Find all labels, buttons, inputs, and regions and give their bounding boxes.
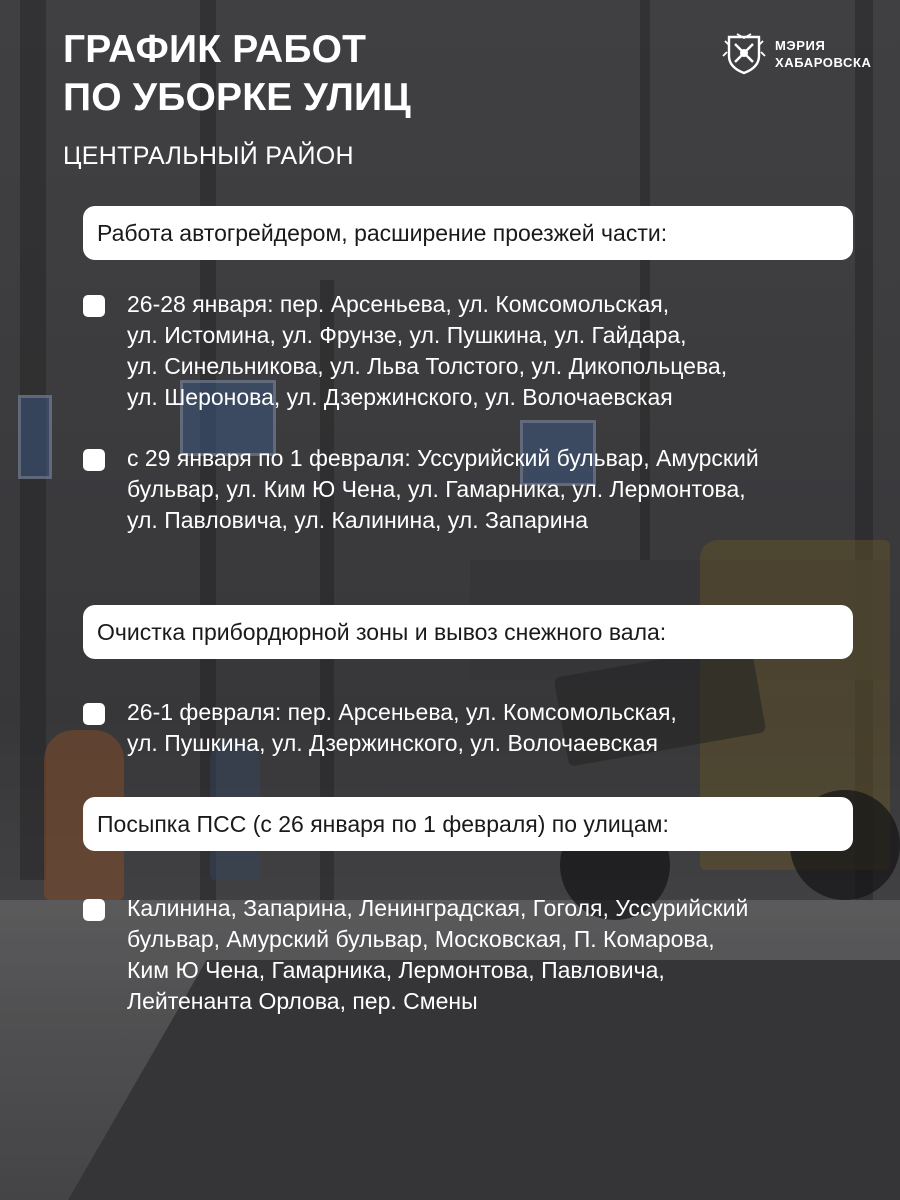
title-line: ПО УБОРКЕ УЛИЦ [63, 76, 411, 119]
checkbox-icon [83, 899, 105, 921]
text-line: бульвар, Амурский бульвар, Московская, П. Комарова, [127, 926, 715, 952]
checkbox-icon [83, 295, 105, 317]
logo-line: ХАБАРОВСКА [775, 55, 872, 70]
list-item [83, 697, 873, 759]
logo-line: МЭРИЯ [775, 38, 826, 53]
logo-text [775, 37, 872, 71]
text-line: Лейтенанта Орлова, пер. Смены [127, 988, 478, 1014]
page-title [63, 26, 411, 122]
text-line: ул. Павловича, ул. Калинина, ул. Запарина [127, 507, 589, 533]
text-line: бульвар, ул. Ким Ю Чена, ул. Гамарника, ул. Лермонтова, [127, 476, 746, 502]
checkbox-icon [83, 449, 105, 471]
section-heading-curb-cleaning: Очистка прибордюрной зоны и вывоз снежного вала: [83, 605, 853, 659]
title-line: ГРАФИК РАБОТ [63, 28, 367, 71]
section-heading-grader: Работа автогрейдером, расширение проезжей части: [83, 206, 853, 260]
city-coat-of-arms-icon [722, 32, 766, 76]
text-line: с 29 января по 1 февраля: Уссурийский бульвар, Амурский [127, 445, 759, 471]
text-line: ул. Шеронова, ул. Дзержинского, ул. Волочаевская [127, 384, 673, 410]
list-item [83, 893, 873, 1017]
checkbox-icon [83, 703, 105, 725]
text-line: ул. Синельникова, ул. Льва Толстого, ул. Дикопольцева, [127, 353, 728, 379]
list-item-text [127, 893, 887, 1017]
list-item-text [127, 289, 887, 413]
list-item [83, 443, 873, 536]
list-item-text [127, 697, 887, 759]
text-line: 26-28 января: пер. Арсеньева, ул. Комсомольская, [127, 291, 670, 317]
list-item-text [127, 443, 887, 536]
text-line: 26-1 февраля: пер. Арсеньева, ул. Комсомольская, [127, 699, 677, 725]
district-name: ЦЕНТРАЛЬНЫЙ РАЙОН [63, 142, 354, 170]
text-line: Ким Ю Чена, Гамарника, Лермонтова, Павловича, [127, 957, 665, 983]
section-heading-sand-salt: Посыпка ПСС (с 26 января по 1 февраля) по улицам: [83, 797, 853, 851]
text-line: ул. Пушкина, ул. Дзержинского, ул. Волочаевская [127, 730, 658, 756]
list-item [83, 289, 873, 413]
text-line: Калинина, Запарина, Ленинградская, Гоголя, Уссурийский [127, 895, 749, 921]
city-hall-logo [722, 32, 892, 76]
text-line: ул. Истомина, ул. Фрунзе, ул. Пушкина, ул. Гайдара, [127, 322, 687, 348]
